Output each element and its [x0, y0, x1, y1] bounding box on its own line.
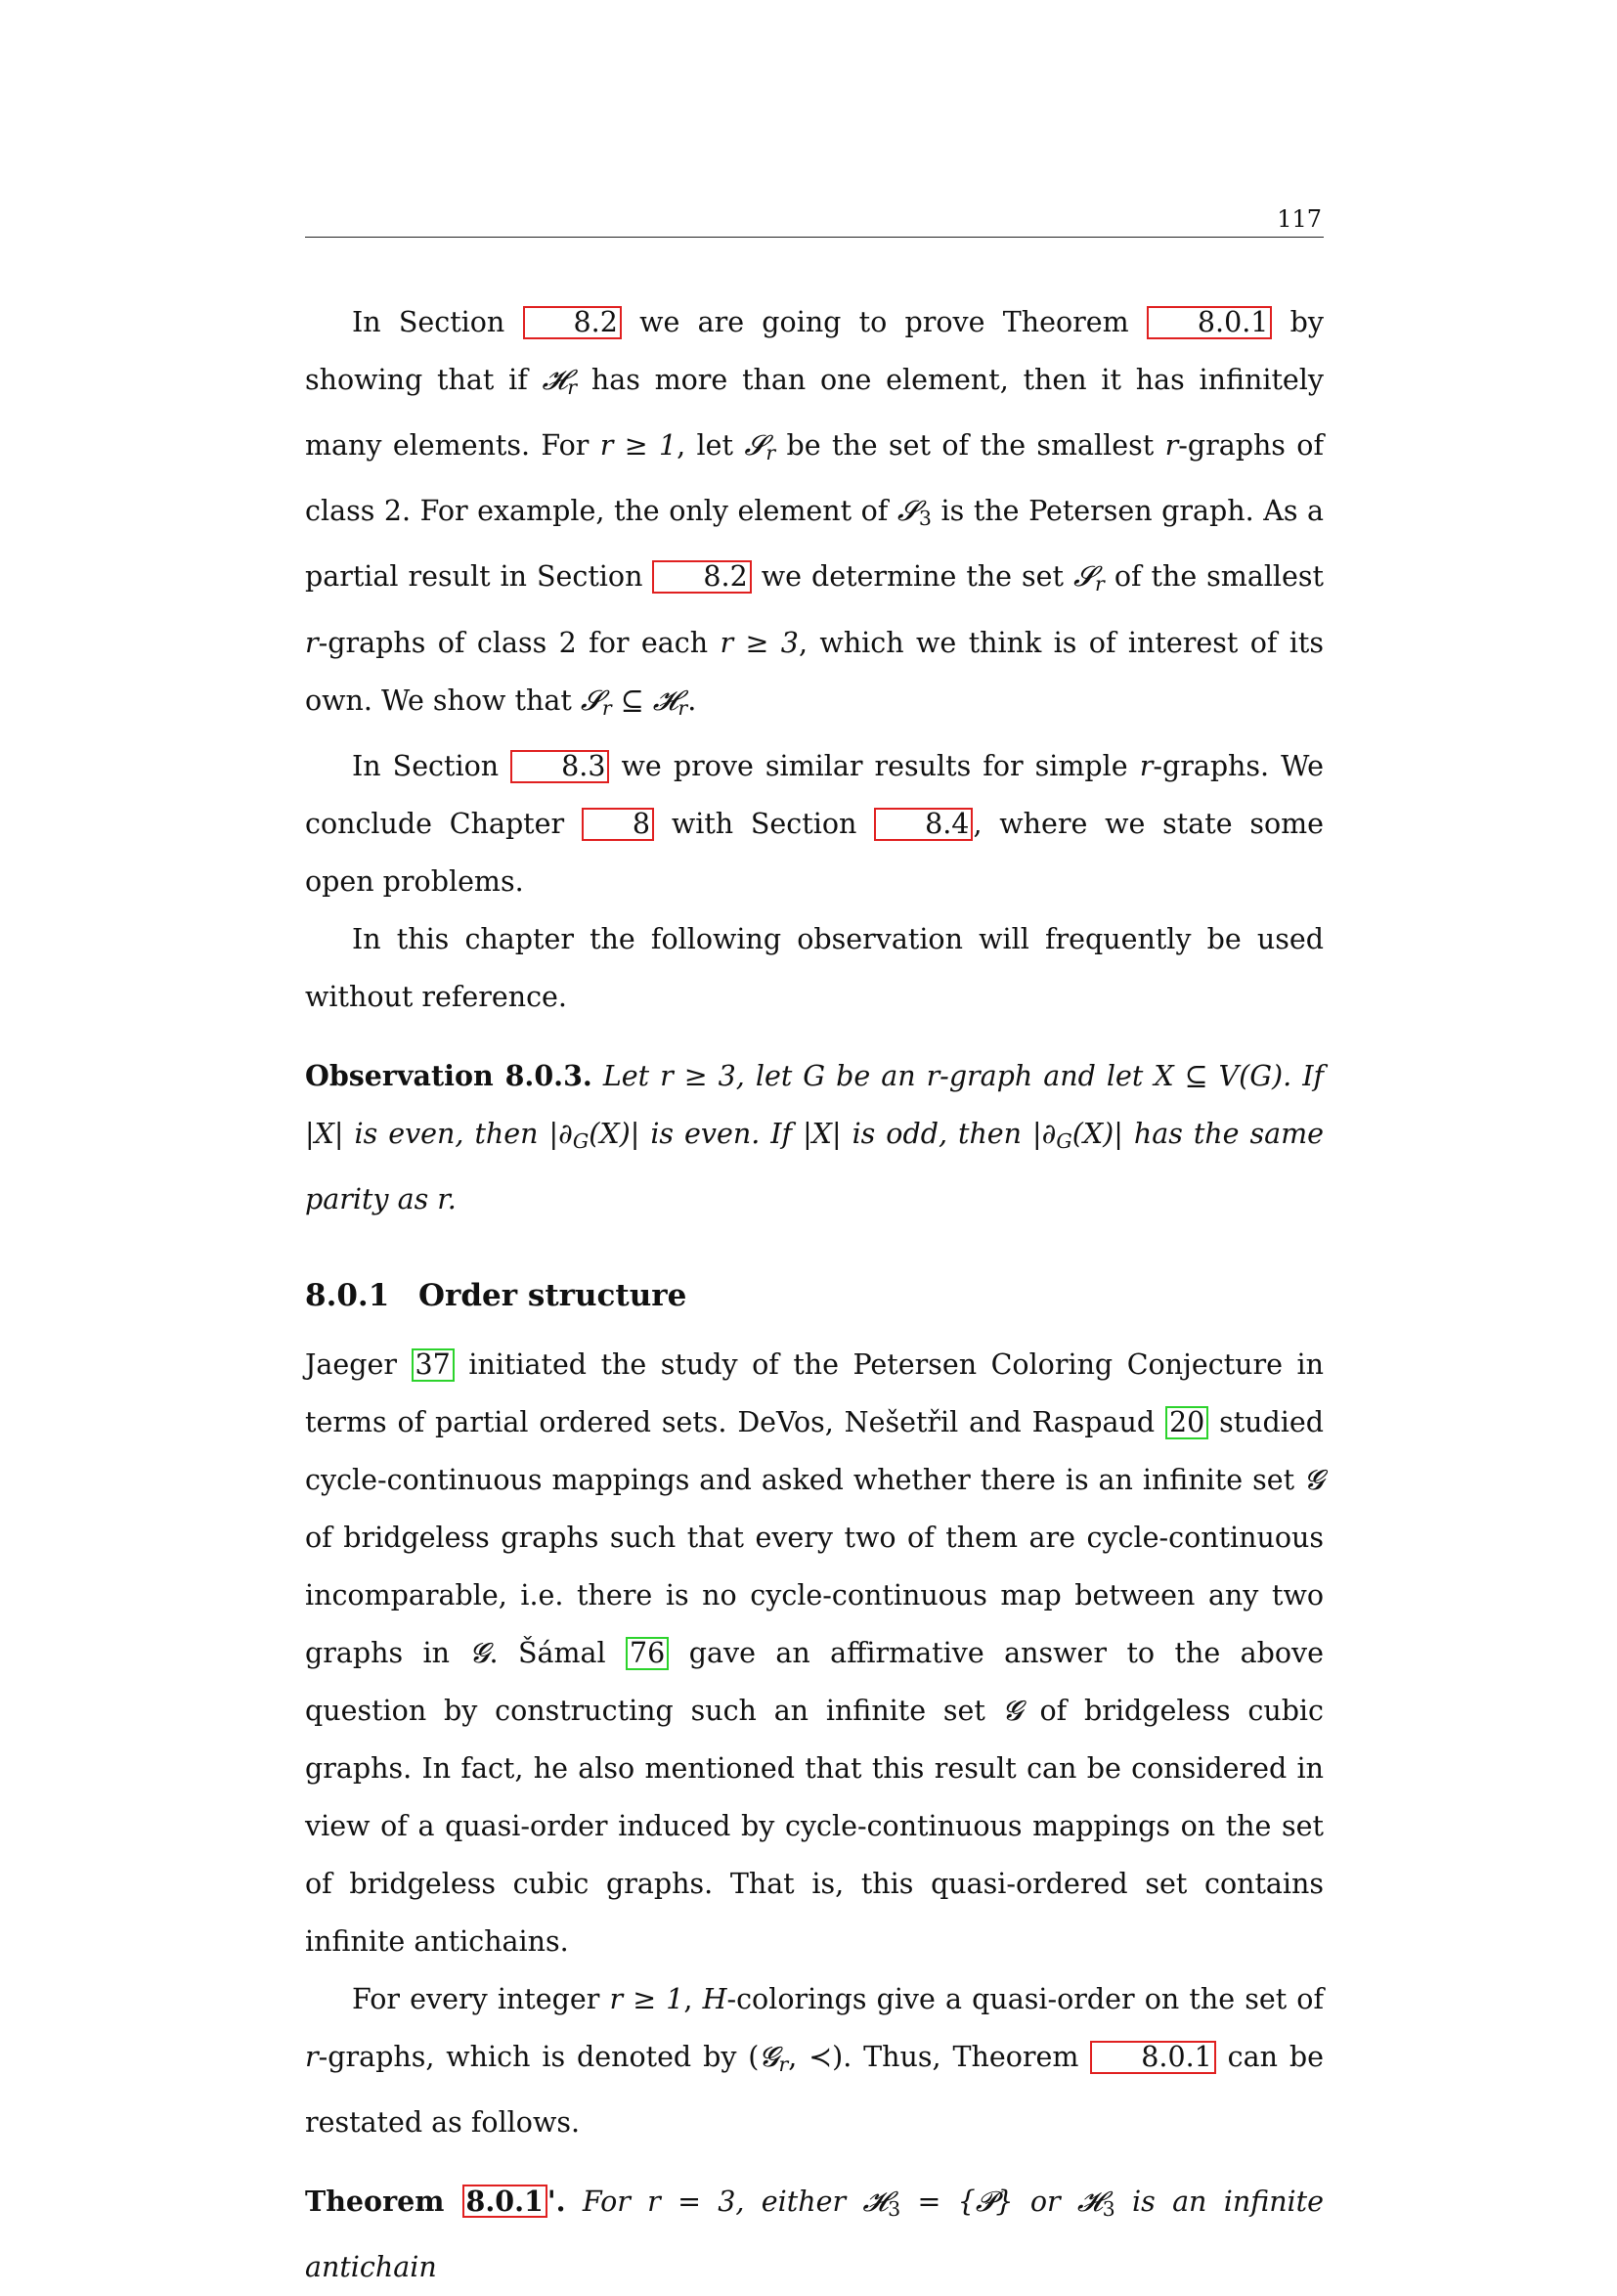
observation-8-0-3: Observation 8.0.3. Let r ≥ 3, let G be an r-graph and let X ⊆ V(G). If |X| is even, then $|\partial_G(X)|$ is even. If |X| is odd, then $|\partial_G(X)|$ has the same parity as r.	[305, 1058, 1325, 1215]
paragraph-quasi-order: For every integer r ≥ 1, H-colorings give a quasi-order on the set of r-graphs, which is denoted by (𝓖$_r$, ≺). Thus, Theorem 8.0.1 can be restated as follows.	[305, 1982, 1324, 2139]
theorem-8-0-1-restated: Theorem 8.0.1 '. For r = 3, either 𝓗3 = {𝓟} or 𝓗3 is an infinite antichain	[305, 2184, 1324, 2283]
section-title: Order structure	[418, 1277, 687, 1313]
citation-20[interactable]: 20	[1165, 1406, 1208, 1439]
section-number: 8.0.1	[305, 1277, 390, 1313]
ref-theorem-8-0-1[interactable]: 8.0.1	[1147, 306, 1273, 339]
paragraph-intro: In Section 8.2 we are going to prove Theorem 8.0.1 by showing that if 𝓗$_r$ has more than one element, then it has infinitely many elements. For r ≥ 1, let 𝓢$_r$ be the set of the smallest r-graphs of class 2. For example, the only element of 𝓢3 is the Petersen graph. As a partial result in Section 8.2 we determine the set 𝓢$_r$ of the smallest r-graphs of class 2 for each r ≥ 3, which we think is of interest of its own. We show that 𝓢$_r$ ⊆ 𝓗$_r$.	[305, 306, 1325, 720]
citation-76[interactable]: 76	[626, 1637, 669, 1670]
citation-37[interactable]: 37	[412, 1348, 455, 1382]
page-header	[305, 201, 1324, 238]
paragraph-observation-intro: In this chapter the following observation will frequently be used without reference.	[305, 922, 1324, 1013]
paragraph-order-structure: Jaeger 37 initiated the study of the Petersen Coloring Conjecture in terms of partial ordered sets. DeVos, Nešetřil and Raspaud 20 studied cycle-continuous mappings and asked whether there is an infinite set 𝓖 of bridgeless graphs such that every two of them are cycle-continuous incomparable, i.e. there is no cycle-continuous map between any two graphs in 𝓖. Šámal 76 gave an affirmative answer to the above question by constructing such an infinite set 𝓖 of bridgeless cubic graphs. In fact, he also mentioned that this result can be considered in view of a quasi-order induced by cycle-continuous mappings on the set of bridgeless cubic graphs. That is, this quasi-ordered set contains infinite antichains.	[305, 1347, 1325, 1958]
ref-theorem-8-0-1-second[interactable]: 8.0.1	[1090, 2041, 1216, 2074]
ref-section-8-2[interactable]: 8.2	[523, 306, 622, 339]
ref-section-8-2-second[interactable]: 8.2	[652, 560, 751, 594]
page-content	[305, 293, 1324, 2296]
ref-chapter-8[interactable]: 8	[582, 808, 654, 841]
ref-theorem-8-0-1-restated[interactable]: 8.0.1	[462, 2185, 547, 2218]
paragraph-sections: In Section 8.3 we prove similar results for simple r-graphs. We conclude Chapter 8 with Section 8.4 , where we state some open problems.	[305, 749, 1324, 898]
ref-section-8-4[interactable]: 8.4	[874, 808, 973, 841]
observation-label: Observation 8.0.3.	[305, 1058, 592, 1092]
page-number: 117	[1277, 205, 1322, 233]
ref-section-8-3[interactable]: 8.3	[510, 750, 609, 783]
section-heading-order-structure	[305, 1271, 1324, 1320]
